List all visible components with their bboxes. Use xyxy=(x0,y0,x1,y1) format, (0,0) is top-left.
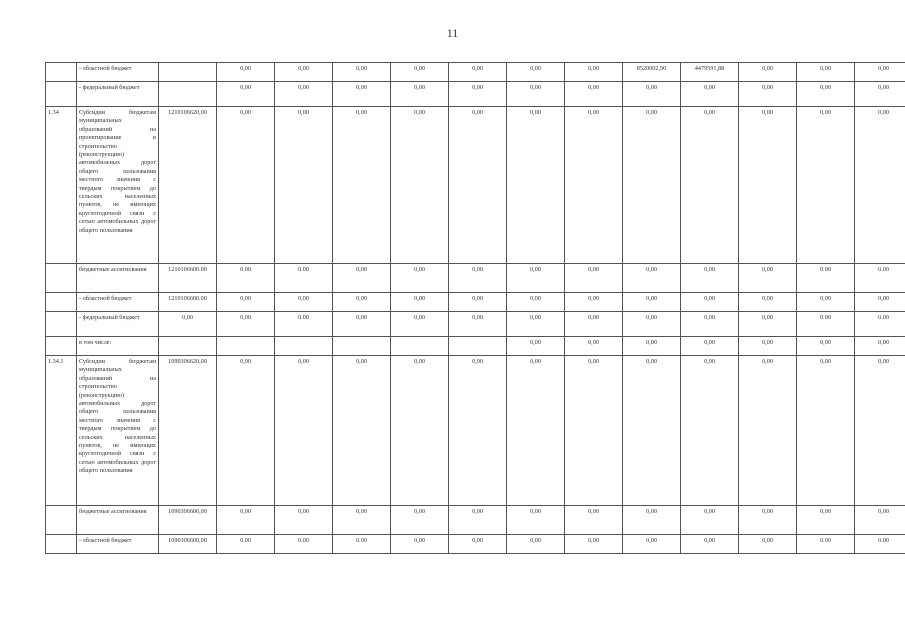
value-cell: 0,00 xyxy=(623,293,681,312)
value-cell: 0,00 xyxy=(449,356,507,506)
value-cell: 0,00 xyxy=(565,264,623,293)
value-cell: 0,00 xyxy=(681,535,739,554)
value-cell: 0,00 xyxy=(507,82,565,107)
value-cell: 0,00 xyxy=(565,82,623,107)
value-cell: 0,00 xyxy=(739,293,797,312)
value-cell: 0,00 xyxy=(797,356,855,506)
value-cell: 0,00 xyxy=(333,506,391,535)
value-cell: 0.00 xyxy=(797,535,855,554)
table-row xyxy=(46,506,905,535)
value-cell: 0.00 xyxy=(797,312,855,337)
value-cell: 0.00 xyxy=(855,264,905,293)
budget-code-cell: 1210106600.00 xyxy=(159,293,217,312)
value-cell: 0,00 xyxy=(855,63,905,82)
value-cell: 0,00 xyxy=(855,506,905,535)
value-cell: 0,00 xyxy=(565,293,623,312)
value-cell: 0,00 xyxy=(391,82,449,107)
row-description-cell: Субсидии бюджетам муниципальных образований на проектирование и строительство (реконструкцию) автомобильных дорог общего пользования местного значения с твердым покрытием до сельских населенных пунктов, не имеющих круглогодичной связи с сетью автомобильных дорог общего пользования xyxy=(77,107,159,264)
value-cell: 0,00 xyxy=(275,506,333,535)
value-cell xyxy=(217,337,275,356)
value-cell: 0,00 xyxy=(565,312,623,337)
budget-code-cell: 1090306600,00 xyxy=(159,506,217,535)
value-cell: 0,00 xyxy=(855,107,905,264)
value-cell: 0,00 xyxy=(507,356,565,506)
value-cell: 0.00 xyxy=(275,312,333,337)
value-cell: 0,00 xyxy=(449,107,507,264)
value-cell: 0,00 xyxy=(681,82,739,107)
value-cell: 0,00 xyxy=(391,356,449,506)
value-cell: 0,00 xyxy=(507,506,565,535)
budget-code-cell: 1210106620,00 xyxy=(159,107,217,264)
value-cell: 0,00 xyxy=(739,506,797,535)
value-cell: 0,00 xyxy=(217,356,275,506)
value-cell: 0,00 xyxy=(623,506,681,535)
value-cell xyxy=(275,337,333,356)
value-cell: 0,00 xyxy=(739,107,797,264)
value-cell: 0,00 xyxy=(391,506,449,535)
row-description-cell: - федеральный бюджет xyxy=(77,82,159,107)
value-cell: 0,00 xyxy=(449,82,507,107)
value-cell: 0,00 xyxy=(333,312,391,337)
row-description-cell: бюджетные ассигнования xyxy=(77,264,159,293)
row-description-cell: - федеральный бюджет xyxy=(77,312,159,337)
value-cell: 0,00 xyxy=(217,107,275,264)
value-cell: 0.00 xyxy=(217,535,275,554)
value-cell: 0,00 xyxy=(275,107,333,264)
value-cell: 0,00 xyxy=(797,107,855,264)
table-row xyxy=(46,293,905,312)
value-cell: 0,00 xyxy=(507,312,565,337)
value-cell: 4479591,88 xyxy=(681,63,739,82)
row-index-cell xyxy=(46,264,77,293)
row-index-cell xyxy=(46,337,77,356)
value-cell: 0,00 xyxy=(565,107,623,264)
value-cell: 0,00 xyxy=(681,293,739,312)
value-cell: 0,00 xyxy=(681,337,739,356)
row-index-cell xyxy=(46,63,77,82)
value-cell: 0.00 xyxy=(797,264,855,293)
value-cell: 0.00 xyxy=(217,264,275,293)
value-cell: 0,00 xyxy=(275,356,333,506)
value-cell: 0,00 xyxy=(391,293,449,312)
value-cell: 0,00 xyxy=(507,264,565,293)
value-cell: 0,00 xyxy=(507,535,565,554)
value-cell: 0,00 xyxy=(855,337,905,356)
value-cell: 0,00 xyxy=(217,506,275,535)
table-row xyxy=(46,312,905,337)
value-cell: 0,00 xyxy=(333,63,391,82)
value-cell: 0,00 xyxy=(623,264,681,293)
row-index-cell xyxy=(46,312,77,337)
value-cell: 0,00 xyxy=(623,356,681,506)
value-cell: 0,00 xyxy=(391,264,449,293)
value-cell: 0,00 xyxy=(449,535,507,554)
value-cell: 0,00 xyxy=(275,63,333,82)
value-cell: 0,00 xyxy=(507,293,565,312)
value-cell xyxy=(449,337,507,356)
value-cell: 0,00 xyxy=(449,506,507,535)
value-cell: 0,00 xyxy=(449,293,507,312)
table-row xyxy=(46,63,905,82)
row-description-cell: - областной бюджет xyxy=(77,293,159,312)
budget-code-cell: 1210106600.00 xyxy=(159,264,217,293)
value-cell: 0,00 xyxy=(333,107,391,264)
value-cell: 0,00 xyxy=(855,82,905,107)
value-cell: 0,00 xyxy=(507,63,565,82)
value-cell: 0,00 xyxy=(217,82,275,107)
value-cell: 0,00 xyxy=(565,535,623,554)
row-index-cell xyxy=(46,82,77,107)
value-cell: 0,00 xyxy=(681,356,739,506)
value-cell xyxy=(333,337,391,356)
value-cell: 0,00 xyxy=(623,337,681,356)
value-cell: 0,00 xyxy=(623,82,681,107)
table-row xyxy=(46,535,905,554)
value-cell: 0,00 xyxy=(565,506,623,535)
row-description-cell: Субсидии бюджетам муниципальных образований на строительство (реконструкцию) автомобильных дорог общего пользования местного значения с твердым покрытием до сельских населенных пунктов, не имеющих круглогодичной связи с сетью автомобильных дорог общего пользования xyxy=(77,356,159,506)
table-row xyxy=(46,82,905,107)
value-cell: 0,00 xyxy=(797,82,855,107)
value-cell: 0,00 xyxy=(681,107,739,264)
value-cell: 0,00 xyxy=(623,535,681,554)
row-index-cell: 1.34.1 xyxy=(46,356,77,506)
value-cell: 0,00 xyxy=(623,107,681,264)
page-number: 11 xyxy=(446,26,459,40)
value-cell: 0,00 xyxy=(681,264,739,293)
table-row xyxy=(46,264,905,293)
value-cell: 0,00 xyxy=(797,337,855,356)
budget-code-cell: 1090306620,00 xyxy=(159,356,217,506)
budget-code-cell xyxy=(159,63,217,82)
value-cell: 0,00 xyxy=(565,337,623,356)
value-cell: 0,00 xyxy=(739,264,797,293)
value-cell: 0,00 xyxy=(333,356,391,506)
value-cell: 0,00 xyxy=(217,293,275,312)
value-cell: 0,00 xyxy=(855,293,905,312)
value-cell: 0,00 xyxy=(739,82,797,107)
budget-code-cell: 1090306600,00 xyxy=(159,535,217,554)
table-row xyxy=(46,356,905,506)
value-cell xyxy=(391,337,449,356)
value-cell: 0.00 xyxy=(855,312,905,337)
value-cell: 0,00 xyxy=(681,312,739,337)
value-cell: 0,00 xyxy=(739,356,797,506)
row-index-cell: 1.34 xyxy=(46,107,77,264)
value-cell: 0,00 xyxy=(739,535,797,554)
table-row xyxy=(46,107,905,264)
value-cell: 0,00 xyxy=(507,337,565,356)
value-cell: 0,00 xyxy=(565,356,623,506)
row-description-cell: - областной бюджет xyxy=(77,535,159,554)
value-cell: 0,00 xyxy=(739,337,797,356)
value-cell: 0.00 xyxy=(275,264,333,293)
value-cell: 0.00 xyxy=(275,535,333,554)
row-description-cell: - областной бюджет xyxy=(77,63,159,82)
value-cell: 0,00 xyxy=(217,312,275,337)
budget-code-cell xyxy=(159,82,217,107)
value-cell: 0,00 xyxy=(391,535,449,554)
value-cell: 0,00 xyxy=(333,293,391,312)
value-cell: 0,00 xyxy=(333,82,391,107)
value-cell: 0,00 xyxy=(623,312,681,337)
row-index-cell xyxy=(46,506,77,535)
value-cell: 0,00 xyxy=(449,312,507,337)
value-cell: 0,00 xyxy=(391,63,449,82)
value-cell: 0,00 xyxy=(449,264,507,293)
value-cell: 0,00 xyxy=(681,506,739,535)
value-cell: 8520002,90 xyxy=(623,63,681,82)
value-cell: 0,00 xyxy=(391,312,449,337)
value-cell: 0,00 xyxy=(797,293,855,312)
budget-code-cell xyxy=(159,337,217,356)
budget-table xyxy=(45,62,905,554)
value-cell: 0,00 xyxy=(565,63,623,82)
value-cell: 0,00 xyxy=(449,63,507,82)
value-cell: 0,00 xyxy=(739,312,797,337)
row-index-cell xyxy=(46,293,77,312)
value-cell: 0,00 xyxy=(333,264,391,293)
value-cell: 0,00 xyxy=(739,63,797,82)
value-cell: 0,00 xyxy=(797,506,855,535)
value-cell: 0,00 xyxy=(391,107,449,264)
value-cell: 0,00 xyxy=(275,82,333,107)
row-description-cell: бюджетные ассигнования xyxy=(77,506,159,535)
value-cell: 0,00 xyxy=(855,356,905,506)
value-cell: 0.00 xyxy=(333,535,391,554)
value-cell: 0,00 xyxy=(797,63,855,82)
budget-code-cell: 0,00 xyxy=(159,312,217,337)
row-description-cell: в том числе: xyxy=(77,337,159,356)
row-index-cell xyxy=(46,535,77,554)
value-cell: 0.00 xyxy=(855,535,905,554)
value-cell: 0,00 xyxy=(507,107,565,264)
value-cell: 0,00 xyxy=(217,63,275,82)
value-cell: 0,00 xyxy=(275,293,333,312)
table-row xyxy=(46,337,905,356)
